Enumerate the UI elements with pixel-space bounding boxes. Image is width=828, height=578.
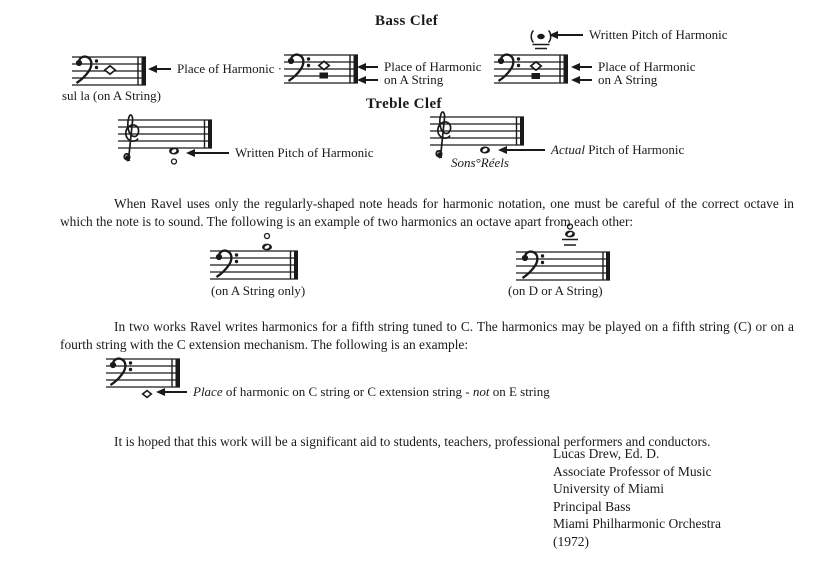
staff-lines bbox=[284, 55, 358, 83]
diamond-harmonic-notehead-icon bbox=[105, 66, 115, 74]
bass-clef-icon bbox=[498, 55, 520, 81]
annotation-label: Written Pitch of Harmonic bbox=[589, 27, 728, 42]
left-arrow-icon bbox=[558, 34, 583, 36]
staff-lines bbox=[516, 252, 610, 280]
bass-clef-icon bbox=[288, 55, 310, 81]
middle-annotation-line2 bbox=[357, 73, 443, 87]
bass-clef-icon bbox=[76, 57, 98, 83]
whole-note-icon bbox=[169, 148, 179, 155]
open-paren-icon bbox=[531, 31, 533, 43]
harmonic-circle-icon bbox=[172, 159, 177, 164]
filled-notehead-icon bbox=[320, 73, 329, 79]
signature-role: Principal Bass bbox=[553, 498, 631, 514]
bass-staff-right bbox=[494, 51, 570, 93]
annotation-label-place: Place bbox=[193, 384, 223, 399]
left-arrow-icon bbox=[580, 66, 592, 68]
staff-lines bbox=[494, 55, 568, 83]
treble-written-annotation bbox=[186, 146, 373, 160]
paragraph-c-string: In two works Ravel writes harmonics for a fifth string tuned to C. The harmonics may be played on a fifth string (C) or on a fourth string with the C extension mechanism. The following is an example: bbox=[60, 319, 794, 352]
signature-institution: University of Miami bbox=[553, 481, 664, 497]
signature-year: (1972) bbox=[553, 533, 589, 549]
annotation-label-not: not bbox=[472, 384, 490, 399]
sul-la-caption: sul la (on A String) bbox=[62, 88, 161, 103]
annotation-label: on A String bbox=[598, 72, 658, 87]
left-arrow-icon bbox=[366, 66, 378, 68]
whole-note-icon bbox=[480, 147, 490, 154]
signature-title: Associate Professor of Music bbox=[553, 463, 712, 479]
harmonic-circle-icon bbox=[568, 224, 573, 229]
left-arrow-icon bbox=[580, 79, 592, 81]
left-arrow-icon bbox=[157, 68, 171, 70]
treble-actual-annotation bbox=[498, 143, 684, 157]
bass-staff-a-string-only bbox=[210, 230, 306, 284]
annotation-label-rest: Pitch of Harmonic bbox=[584, 142, 685, 157]
bass-clef-heading: Bass Clef bbox=[375, 13, 439, 29]
whole-note-icon bbox=[262, 244, 272, 251]
treble-clef-heading: Treble Clef bbox=[366, 96, 442, 112]
bass-staff-middle bbox=[284, 51, 360, 93]
annotation-label bbox=[551, 142, 684, 158]
left-arrow-icon bbox=[366, 79, 378, 81]
annotation-label-tail: on E string bbox=[489, 384, 550, 399]
diamond-harmonic-notehead-icon bbox=[143, 391, 152, 398]
right-annotation-line2 bbox=[571, 73, 657, 87]
staff-lines bbox=[106, 359, 180, 387]
written-pitch-annotation bbox=[549, 28, 727, 42]
filled-notehead-icon bbox=[532, 73, 541, 79]
bass-clef-icon bbox=[216, 251, 238, 277]
annotation-label: Place of Harmonic bbox=[384, 59, 482, 74]
annotation-label-italic: Actual bbox=[551, 142, 585, 157]
left-arrow-icon bbox=[165, 391, 187, 393]
annotation-label: Place of Harmonic bbox=[598, 59, 696, 74]
staff-lines bbox=[210, 251, 298, 279]
treble-clef-icon bbox=[124, 115, 138, 160]
paragraph-closing: It is hoped that this work will be a significant aid to students, teachers, professional performers and conductors. bbox=[114, 434, 711, 450]
bass-staff-d-or-a-string bbox=[516, 222, 612, 284]
left-arrow-icon bbox=[507, 149, 545, 151]
whole-note-icon bbox=[565, 231, 575, 238]
annotation-label: Written Pitch of Harmonic bbox=[235, 145, 374, 160]
a-string-only-caption: (on A String only) bbox=[211, 283, 306, 298]
annotation-label: Place of Harmonic · bbox=[177, 61, 283, 76]
treble-clef-icon bbox=[436, 112, 450, 157]
harmonic-circle-icon bbox=[265, 234, 270, 239]
signature-name: Lucas Drew, Ed. D. bbox=[553, 446, 660, 461]
bass-clef-icon bbox=[522, 252, 544, 278]
annotation-label: on A String bbox=[384, 72, 444, 87]
signature-orchestra: Miami Philharmonic Orchestra bbox=[553, 516, 721, 532]
bass-clef-icon bbox=[110, 359, 132, 385]
paragraph-ravel-octave: When Ravel uses only the regularly-shaped note heads for harmonic notation, one must be careful of the correct octave in which the note is to sound. The following is an example of two harmonics an octave apart from each other: bbox=[60, 196, 794, 229]
notehead-icon bbox=[537, 34, 545, 39]
annotation-label bbox=[193, 384, 550, 400]
left-arrow-icon bbox=[195, 152, 229, 154]
signature-block bbox=[553, 445, 721, 551]
sons-reels-caption: Sons°Réels bbox=[451, 155, 509, 170]
sul-la-annotation bbox=[148, 62, 282, 76]
c-string-annotation bbox=[156, 385, 550, 399]
d-or-a-string-caption: (on D or A String) bbox=[508, 283, 603, 298]
annotation-label-mid: of harmonic on C string or C extension string - bbox=[222, 384, 473, 399]
treble-staff-written bbox=[116, 110, 220, 174]
